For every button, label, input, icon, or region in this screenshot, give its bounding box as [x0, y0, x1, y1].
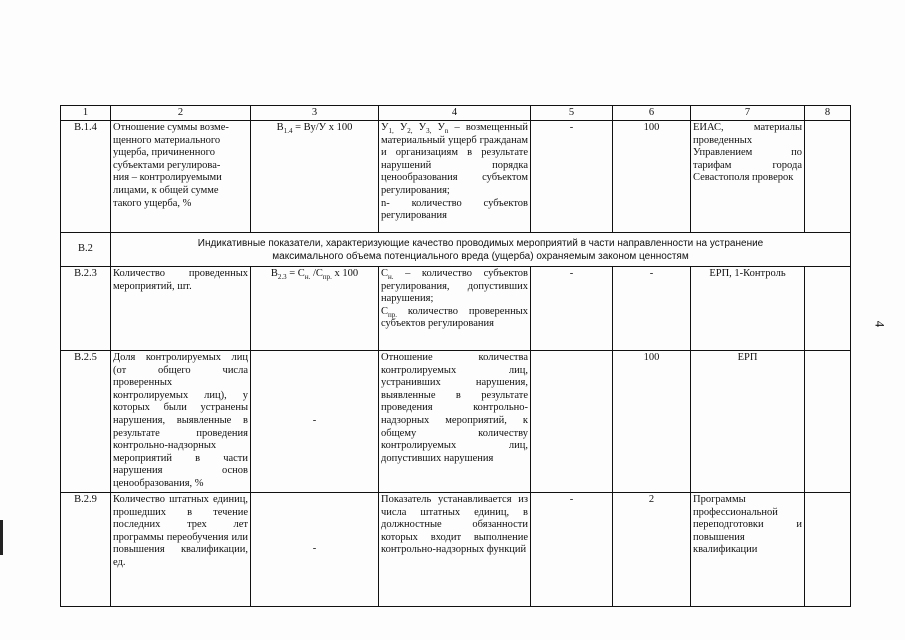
desc-sub: н.: [388, 273, 394, 282]
formula-text: = С: [286, 268, 305, 279]
row-code: В.2.9: [61, 493, 111, 607]
desc-var: У: [381, 122, 389, 133]
header-row: [61, 106, 851, 121]
description: [379, 121, 531, 233]
section-title: [111, 233, 851, 267]
desc-sub: 2,: [407, 127, 413, 136]
col5-value: [531, 351, 613, 493]
indicator-name: Количество штатных единиц, прошедших в течение последних трех лет программы переобучения или повышения квалификации, ед.: [111, 493, 251, 607]
desc-var: С: [381, 268, 389, 279]
desc-sub: пр.: [388, 310, 398, 319]
page-number: 4: [872, 320, 888, 328]
scan-edge-mark: [0, 520, 3, 555]
col5-value: -: [531, 267, 613, 351]
target-value: 100: [613, 351, 691, 493]
source: ЕИАС, материалы проведенных Управлением по тарифам города Севастополя проверок: [691, 121, 805, 233]
header-cell-1: 1: [61, 106, 111, 121]
source: ЕРП: [691, 351, 805, 493]
desc-text: – возмещенный материальный ущерб гражданам и организациям в результате нарушений порядка ценообразования субъектом регулирования; n- количество субъектов регулирования: [381, 122, 528, 222]
col8-value: [805, 351, 851, 493]
formula-text: В: [276, 122, 284, 133]
indicators-table: [60, 105, 851, 607]
row-code: В.2.5: [61, 351, 111, 493]
col8-value: [805, 121, 851, 233]
desc-var: У: [431, 122, 445, 133]
col5-value: -: [531, 121, 613, 233]
formula: -: [251, 493, 379, 607]
header-cell-3: 3: [251, 106, 379, 121]
col8-value: [805, 493, 851, 607]
table-row: [61, 121, 851, 233]
desc-text: – количество субъектов регулирования, допустивших нарушения;: [381, 268, 528, 305]
desc-line: [381, 306, 528, 331]
desc-var: У: [412, 122, 427, 133]
desc-sub: 3,: [426, 127, 432, 136]
indicator-name: Доля контролируемых лиц (от общего числа проверенных контролируемых лиц), у которых были устранены нарушения, выявленные в результате проведения контрольно-надзорных мероприятий в части нарушения основ ценообразования, %: [111, 351, 251, 493]
desc-text: количество проверенных субъектов регулирования: [381, 305, 528, 330]
col8-value: [805, 267, 851, 351]
formula-sub: пр.: [322, 273, 332, 282]
target-value: 2: [613, 493, 691, 607]
indicator-name: Отношение суммы возме- щенного материального ущерба, причиненного субъектами регулирова- ния – контролируемыми лицами, к общей сумме такого ущерба, %: [111, 121, 251, 233]
source: Программы профессиональной переподготовки и повышения квалификации: [691, 493, 805, 607]
description: [379, 267, 531, 351]
header-cell-2: 2: [111, 106, 251, 121]
desc-var: У: [393, 122, 408, 133]
formula-text: В: [270, 268, 278, 279]
section-code: В.2: [61, 233, 111, 267]
header-cell-7: 7: [691, 106, 805, 121]
section-row: [61, 233, 851, 267]
indicator-name: Количество проведенных мероприятий, шт.: [111, 267, 251, 351]
desc-line: [381, 268, 528, 306]
header-cell-4: 4: [379, 106, 531, 121]
formula: [251, 121, 379, 233]
target-value: -: [613, 267, 691, 351]
formula-sub: 1.4: [283, 127, 293, 136]
description: Показатель устанавливается из числа штатных единиц, в должностные обязанности которых входит выполнение контрольно-надзорных функций: [379, 493, 531, 607]
formula-sub: 2.3: [277, 273, 287, 282]
header-cell-8: 8: [805, 106, 851, 121]
row-code: В.1.4: [61, 121, 111, 233]
desc-sub: 1,: [388, 127, 394, 136]
col5-value: -: [531, 493, 613, 607]
target-value: 100: [613, 121, 691, 233]
section-title-line-1: Индикативные показатели, характеризующие качество проводимых мероприятий в части направленности на устранение: [197, 237, 764, 249]
formula: [251, 267, 379, 351]
description: Отношение количества контролируемых лиц, устранивших нарушения, выявленные в результате проведения контрольно-надзорных мероприятий, к общему количеству контролируемых лиц, допустивших нарушения: [379, 351, 531, 493]
section-title-line-2: максимального объема потенциального вреда (ущерба) охраняемым законом ценностям: [272, 250, 689, 262]
formula-sub: н.: [304, 273, 311, 282]
formula: -: [251, 351, 379, 493]
desc-var: С: [381, 305, 389, 317]
header-cell-6: 6: [613, 106, 691, 121]
table-row: [61, 351, 851, 493]
table-row: [61, 493, 851, 607]
formula-text: /С: [310, 268, 323, 279]
formula-text: х 100: [331, 268, 359, 279]
formula-text: = Ву/У х 100: [292, 122, 353, 133]
desc-sub: n: [444, 127, 449, 136]
header-cell-5: 5: [531, 106, 613, 121]
row-code: В.2.3: [61, 267, 111, 351]
table-row: [61, 267, 851, 351]
source: ЕРП, 1-Контроль: [691, 267, 805, 351]
